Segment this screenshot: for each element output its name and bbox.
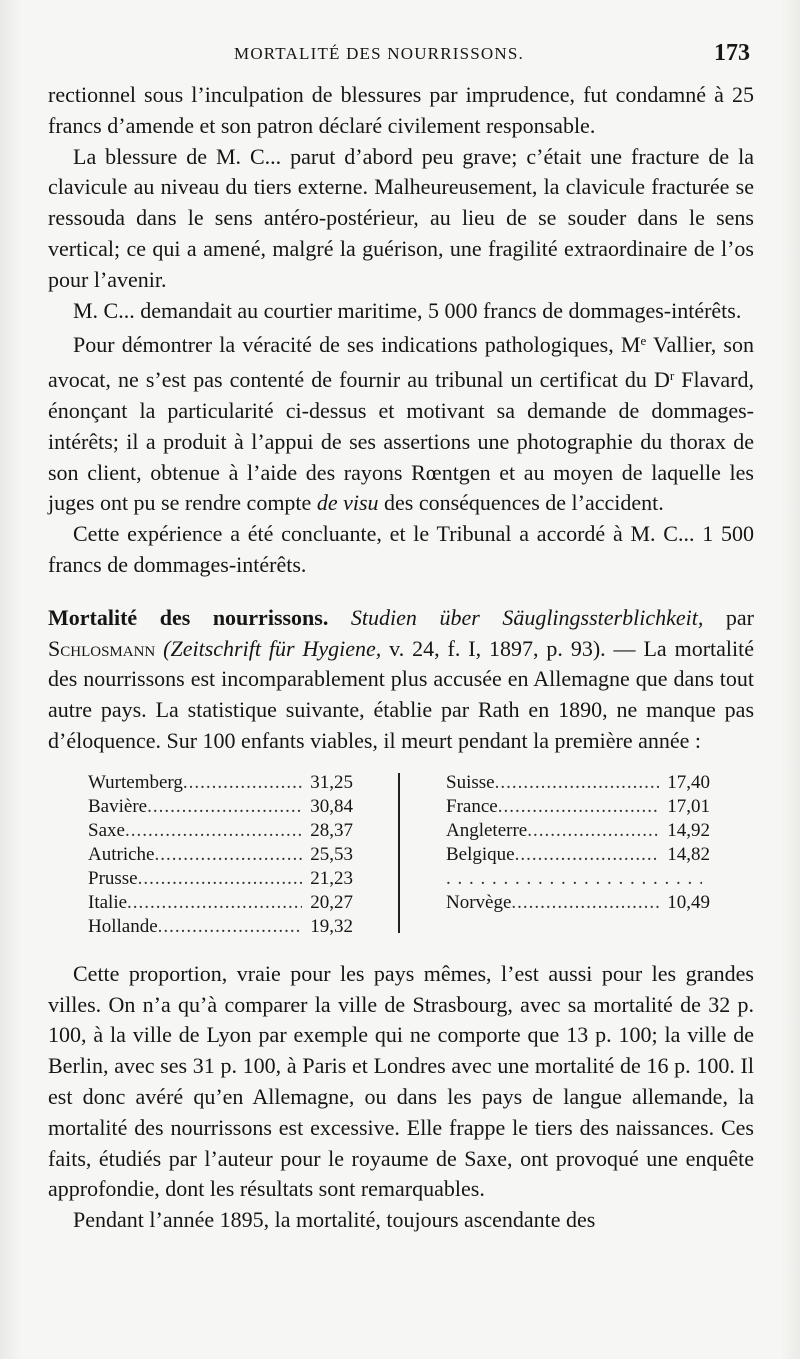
leader-dots — [127, 891, 302, 915]
author-name: Schlosmann — [48, 635, 156, 661]
table-row — [446, 795, 710, 819]
table-row — [88, 915, 353, 939]
table-row — [446, 891, 710, 915]
page-header — [54, 40, 752, 70]
mortality-value: 28,37 — [310, 819, 353, 841]
leader-dots — [498, 795, 660, 819]
country-name: Angleterre — [446, 819, 528, 841]
page-number: 173 — [714, 40, 750, 66]
leader-dots — [158, 915, 303, 939]
mortality-value: 21,23 — [310, 867, 353, 889]
country-name: Saxe — [88, 819, 125, 841]
paragraph-damages-request: M. C... demandait au courtier maritime, 5 000 francs de dommages-intérêts. — [73, 297, 742, 323]
leader-dots — [446, 867, 702, 891]
country-name: Belgique — [446, 843, 515, 865]
leader-dots — [511, 891, 659, 915]
table-row — [88, 843, 353, 867]
table-row — [88, 891, 353, 915]
leader-dots — [495, 771, 660, 795]
section-spacer — [48, 581, 754, 603]
table-row — [88, 771, 353, 795]
table-row — [446, 843, 710, 867]
leader-dots — [183, 771, 302, 795]
leader-dots — [515, 843, 660, 867]
section-mortality-intro: Mortalité des nourrissons. Studien über Säuglingssterblichkeit, par Schlosmann (Zeitschrift für Hygiene, v. 24, f. I, 1897, p. 93). — La mortalité des nourrissons est incomparablement plus accusée en Allemagne que dans tout autre pays. La statistique suivante, établie par Rath en 1890, ne manque pas d’éloquence. Sur 100 enfants viables, il meurt pendant la première année : — [48, 604, 755, 753]
paragraph-continued: rectionnel sous l’inculpation de blessures par imprudence, fut condamné à 25 francs d’amende et son patron déclaré civilement responsable. — [48, 82, 754, 138]
mortality-table-left-column — [88, 771, 353, 939]
mortality-value: 25,53 — [310, 843, 353, 865]
mortality-value: 17,40 — [667, 771, 710, 793]
table-row — [446, 819, 710, 843]
mortality-value: 20,27 — [310, 891, 353, 913]
paragraph-evidence: Pour démontrer la véracité de ses indications pathologiques, Me Vallier, son avocat, ne s’est pas contenté de fournir au tribunal un certificat du $D^r$ Flavard, énonçant la particularité ci-dessus et motivant sa demande de dommages-intérêts; il a produit à l’appui de ses assertions une photographie du thorax de son client, obtenue à l’aide des rayons Rœntgen et au moyen de laquelle les juges ont pu se rendre compte de visu des conséquences de l’accident. — [48, 332, 754, 516]
mortality-value: 10,49 — [667, 891, 710, 913]
country-name: Bavière — [88, 795, 148, 817]
mortality-value: 30,84 — [310, 795, 353, 817]
page-body — [48, 80, 754, 1236]
country-name: Wurtemberg — [88, 771, 183, 793]
table-row — [446, 771, 710, 795]
country-name: Italie — [88, 891, 128, 913]
paragraph-cities: Cette proportion, vraie pour les pays mêmes, l’est aussi pour les grandes villes. On n’a qu’à comparer la ville de Strasbourg, avec sa mortalité de 32 p. 100, à la ville de Lyon par exemple qui ne comporte que 13 p. 100; la ville de Berlin, avec ses 31 p. 100, à Paris et Londres avec une mortalité de 16 p. 100. Il est donc avéré qu’en Allemagne, ou dans les pays de langue allemande, la mortalité des nourrissons est excessive. Elle frappe le tiers des naissances. Ces faits, étudiés par l’auteur pour le royaume de Saxe, ont provoqué une enquête approfondie, dont les résultats sont remarquables. — [48, 960, 754, 1202]
mortality-value: 19,32 — [310, 915, 353, 937]
leader-dots — [154, 843, 302, 867]
table-row — [88, 795, 353, 819]
country-name: Prusse — [88, 867, 138, 889]
country-name: France — [446, 795, 498, 817]
leader-dots — [147, 795, 302, 819]
mortality-value: 31,25 — [310, 771, 353, 793]
paragraph-1895: Pendant l’année 1895, la mortalité, toujours ascendante des — [73, 1207, 596, 1233]
section-heading: Mortalité des nourrissons. — [48, 604, 329, 630]
country-name: Suisse — [446, 771, 495, 793]
leader-dots — [527, 819, 659, 843]
mortality-value: 14,82 — [667, 843, 710, 865]
mortality-value: 14,92 — [667, 819, 710, 841]
table-row — [446, 867, 710, 891]
mortality-table-right-column — [446, 771, 710, 915]
table-divider — [398, 773, 400, 933]
country-name: Autriche — [88, 843, 155, 865]
leader-dots — [138, 867, 303, 891]
country-name: Hollande — [88, 915, 158, 937]
source-title: Studien über Säuglingssterblichkeit, — [350, 604, 704, 630]
running-title: MORTALITÉ DES NOURRISSONS. — [234, 44, 524, 63]
paragraph-fracture: La blessure de M. C... parut d’abord peu grave; c’était une fracture de la clavicule au niveau du tiers externe. Malheureusement, la clavicule fracturée se ressouda dans le sens antéro-postérieur, au lieu de se souder dans le sens vertical; ce qui a amené, malgré la guérison, une fragilité extraordinaire de l’os pour l’avenir. — [48, 143, 754, 292]
mortality-table — [88, 771, 728, 937]
mortality-value: 17,01 — [667, 795, 710, 817]
journal-name: (Zeitschrift für Hygiene, — [163, 635, 382, 661]
paragraph-verdict: Cette expérience a été concluante, et le Tribunal a accordé à M. C... 1 500 francs de dommages-intérêts. — [48, 521, 754, 577]
leader-dots — [125, 819, 302, 843]
table-row — [88, 819, 353, 843]
country-name: Norvège — [446, 891, 512, 913]
table-row — [88, 867, 353, 891]
